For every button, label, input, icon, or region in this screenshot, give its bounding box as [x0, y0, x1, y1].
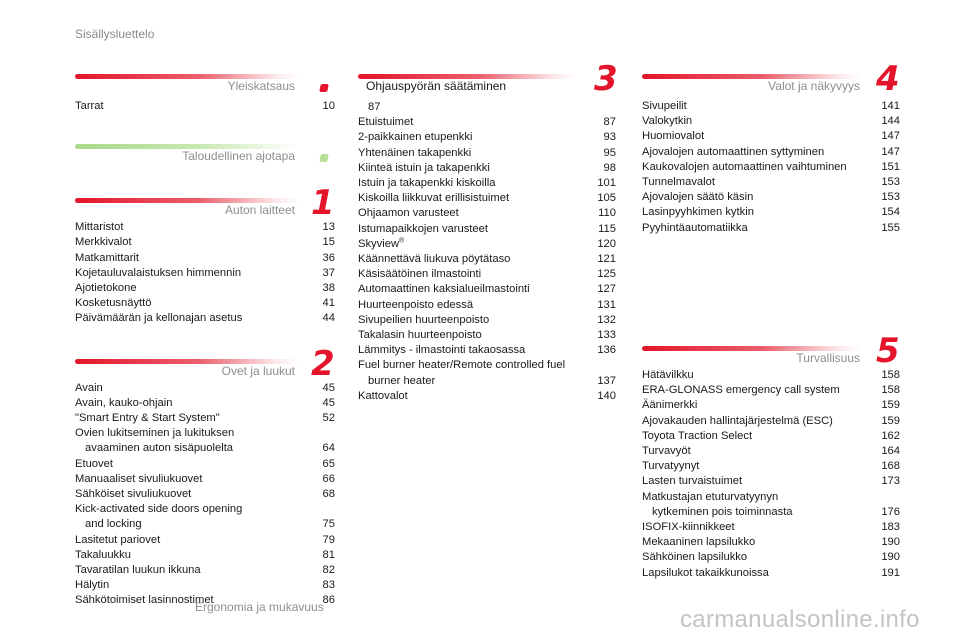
entry-page-number: 121: [597, 253, 616, 266]
section-number: 4: [876, 59, 900, 99]
list-ergonomia: [358, 115, 616, 404]
entry-page-number: 64: [322, 442, 335, 455]
entry-page-number: 127: [597, 283, 616, 296]
entry-text: Mittaristot: [75, 221, 124, 234]
entry-text: Sähkötoimiset lasinnostimet: [75, 594, 214, 607]
toc-entry[interactable]: [358, 115, 616, 130]
entry-text: Kiinteä istuin ja takapenkki: [358, 161, 490, 174]
entry-text-continued: burner heater: [368, 374, 436, 387]
toc-entry[interactable]: [75, 235, 335, 250]
entry-text: Hätävilkku: [642, 369, 694, 381]
column-2: [358, 59, 618, 404]
entry-text: Manuaaliset sivuliukuovet: [75, 472, 203, 485]
toc-entry[interactable]: [642, 145, 900, 160]
toc-entry[interactable]: [75, 311, 335, 326]
entry-page-number: 191: [881, 566, 900, 579]
entry-page-number: 183: [881, 521, 900, 534]
entry-text: Matkamittarit: [75, 251, 140, 264]
toc-entry[interactable]: [75, 411, 335, 426]
toc-entry[interactable]: [358, 252, 616, 267]
list-turvallisuus: [642, 368, 900, 581]
entry-text: Lämmitys - ilmastointi takaosassa: [358, 344, 526, 357]
entry-text: Kaukovalojen automaattinen vaihtuminen: [642, 160, 847, 173]
entry-page-number: 144: [881, 115, 900, 128]
toc-entry[interactable]: [75, 472, 335, 487]
toc-entry[interactable]: [642, 129, 900, 144]
toc-entry[interactable]: [75, 99, 335, 114]
entry-text: Käännettävä liukuva pöytätaso: [358, 253, 511, 266]
entry-text: Huurteenpoisto edessä: [358, 298, 474, 311]
column-3: [642, 59, 900, 236]
section-header-auton[interactable]: [75, 183, 335, 224]
section-number: 2: [311, 343, 335, 384]
entry-text: Takalasin huurteenpoisto: [358, 329, 482, 342]
entry-page-number: 15: [322, 236, 335, 249]
toc-entry[interactable]: [75, 548, 335, 563]
toc-entry[interactable]: [75, 533, 335, 548]
entry-page-number: 95: [603, 146, 616, 159]
entry-page-number: 159: [881, 399, 900, 412]
entry-text: ISOFIX-kiinnikkeet: [642, 521, 735, 534]
entry-page-number: 155: [881, 221, 900, 234]
entry-text: Pyyhintäautomatiikka: [642, 221, 748, 234]
entry-text: Automaattinen kaksialueilmastointi: [358, 283, 530, 296]
entry-page-number: 137: [597, 374, 616, 387]
section-header-valot[interactable]: [642, 59, 900, 99]
section-title: Auton laitteet: [224, 203, 295, 218]
entry-text: Ajovalojen säätö käsin: [642, 191, 754, 204]
entry-page-number: 83: [322, 579, 335, 592]
entry-text: Kojetauluvalaistuksen himmennin: [75, 266, 242, 279]
entry-page-number: 52: [322, 412, 335, 425]
entry-text: Päivämäärän ja kellonajan asetus: [75, 312, 243, 325]
toc-entry[interactable]: [642, 429, 900, 444]
section-header-yleiskatsaus[interactable]: [75, 66, 335, 92]
entry-page-number: 81: [322, 548, 335, 561]
toc-entry[interactable]: [75, 563, 335, 578]
entry-text: Lasitetut pariovet: [75, 533, 161, 546]
entry-page-number: 120: [597, 237, 616, 250]
entry-text: Sivupeilit: [642, 100, 687, 112]
entry-page-number: 68: [322, 488, 335, 501]
entry-page-number: 158: [881, 369, 900, 381]
toc-entry[interactable]: [358, 222, 616, 237]
entry-page-number: 38: [322, 282, 335, 295]
entry-text: Skyview: [358, 237, 400, 250]
toc-entry[interactable]: [75, 251, 335, 266]
entry-page-number: 153: [881, 176, 900, 189]
toc-entry[interactable]: [75, 487, 335, 502]
entry-text: Tunnelmavalot: [642, 176, 715, 189]
toc-entry[interactable]: [358, 176, 616, 191]
entry-page-number: 168: [881, 460, 900, 473]
entry-text: Fuel burner heater/Remote controlled fuel: [358, 359, 566, 372]
toc-entry[interactable]: [642, 175, 900, 190]
entry-text: Ajotietokone: [75, 282, 137, 295]
toc-entry[interactable]: [358, 191, 616, 206]
section-number: 5: [876, 331, 900, 371]
entry-text: Avain, kauko-ohjain: [75, 396, 173, 409]
entry-text-continued: avaaminen auton sisäpuolelta: [85, 442, 234, 455]
toc-entry[interactable]: [358, 206, 616, 221]
entry-text: Ajovakauden hallintajärjestelmä (ESC): [642, 414, 833, 427]
list-ovet: [75, 381, 335, 609]
entry-page-number: 147: [881, 130, 900, 143]
section-header-ovet[interactable]: [75, 343, 335, 384]
column-1: [75, 66, 335, 609]
toc-entry[interactable]: [642, 114, 900, 129]
entry-page-number: 66: [322, 472, 335, 485]
section-title: Turvallisuus: [796, 351, 860, 365]
toc-entry[interactable]: [75, 381, 335, 396]
section-header-taloudellinen[interactable]: [75, 136, 335, 162]
entry-text: Takaluukku: [75, 548, 131, 561]
entry-text: Turvavyöt: [642, 445, 691, 458]
entry-page-number: 154: [881, 206, 900, 219]
entry-page-number: 82: [322, 564, 335, 577]
toc-entry[interactable]: [75, 426, 335, 456]
entry-text: Huomiovalot: [642, 130, 705, 143]
entry-text: Kiskoilla liikkuvat erillisistuimet: [358, 192, 510, 205]
toc-entry[interactable]: [75, 457, 335, 472]
entry-text: Sivupeilien huurteenpoisto: [358, 313, 490, 326]
toc-entry[interactable]: [358, 282, 616, 297]
entry-page-number: 159: [881, 414, 900, 427]
entry-page-number: 141: [881, 100, 900, 112]
column-3-lower: [642, 331, 900, 581]
entry-text: Käsisäätöinen ilmastointi: [358, 268, 482, 281]
toc-entry[interactable]: [642, 459, 900, 474]
toc-entry[interactable]: [358, 130, 616, 145]
entry-text: Valokytkin: [642, 115, 693, 128]
section-header-ergonomia[interactable]: [358, 59, 618, 99]
toc-entry[interactable]: [75, 502, 335, 532]
entry-text: Lasinpyyhkimen kytkin: [642, 206, 754, 219]
entry-page-number: 153: [881, 191, 900, 204]
entry-text: ERA-GLONASS emergency call system: [642, 384, 840, 397]
toc-entry[interactable]: [358, 146, 616, 161]
section-number: 1: [311, 183, 335, 224]
entry-page-number: 44: [322, 312, 335, 325]
toc-entry[interactable]: [358, 343, 616, 358]
toc-entry[interactable]: [642, 566, 900, 581]
toc-entry[interactable]: [642, 160, 900, 175]
entry-page-number: 151: [881, 160, 900, 173]
toc-entry[interactable]: [642, 190, 900, 205]
entry-page-number: 131: [597, 298, 616, 311]
section-title: Valot ja näkyvyys: [768, 79, 860, 93]
entry-text: Kick-activated side doors opening: [75, 503, 243, 516]
entry-page-number: 87: [603, 116, 616, 129]
toc-entry[interactable]: [358, 267, 616, 282]
toc-entry[interactable]: [642, 414, 900, 429]
entry-text: Matkustajan etuturvatyynyn: [642, 490, 779, 503]
entry-page-number: 140: [597, 389, 616, 402]
entry-page-number: 79: [322, 533, 335, 546]
toc-entry[interactable]: [642, 221, 900, 236]
entry-text: Merkkivalot: [75, 236, 132, 249]
list-yleiskatsaus: [75, 99, 335, 114]
entry-page-number: 176: [881, 505, 900, 518]
leaf-marker-icon: [319, 154, 329, 162]
entry-text: Lasten turvaistuimet: [642, 475, 743, 488]
section-title: Yleiskatsaus: [227, 79, 295, 93]
entry-text: Avain: [75, 381, 103, 394]
entry-text: Yhtenäinen takapenkki: [358, 146, 472, 159]
first-item-page: 87: [368, 101, 381, 113]
toc-entry[interactable]: [75, 281, 335, 296]
list-auton: [75, 220, 335, 326]
entry-text: Etuistuimet: [358, 116, 414, 129]
first-item-text: Ohjauspyörän säätäminen: [366, 79, 507, 93]
entry-text: Sähköinen lapsilukko: [642, 551, 748, 564]
entry-page-number: 190: [881, 551, 900, 564]
toc-entry[interactable]: [358, 358, 616, 388]
entry-page-number: 75: [322, 518, 335, 531]
entry-page-number: 98: [603, 161, 616, 174]
entry-page-number: 45: [322, 396, 335, 409]
section-title: Ovet ja luukut: [221, 363, 295, 378]
entry-text: Lapsilukot takaikkunoissa: [642, 566, 769, 579]
entry-page-number: 13: [322, 221, 335, 234]
entry-page-number: 190: [881, 536, 900, 549]
section-title-ergonomia[interactable]: Ergonomia ja mukavuus: [195, 600, 324, 614]
page-title: Sisällysluettelo: [75, 27, 155, 41]
section-header-turvallisuus[interactable]: [642, 331, 900, 371]
entry-text: Istumapaikkojen varusteet: [358, 222, 488, 235]
entry-text: Ajovalojen automaattinen syttyminen: [642, 145, 825, 158]
entry-page-number: 65: [322, 457, 335, 470]
entry-page-number: 36: [322, 251, 335, 264]
toc-entry[interactable]: [75, 296, 335, 311]
toc-entry[interactable]: [642, 550, 900, 565]
toc-entry[interactable]: [75, 578, 335, 593]
entry-text: Kosketusnäyttö: [75, 297, 152, 310]
entry-page-number: 173: [881, 475, 900, 488]
section-marker-icon: [319, 84, 329, 92]
toc-entry[interactable]: [642, 535, 900, 550]
toc-entry[interactable]: [642, 520, 900, 535]
entry-page-number: 136: [597, 344, 616, 357]
entry-text: 2-paikkainen etupenkki: [358, 131, 473, 144]
entry-text: Kattovalot: [358, 389, 408, 402]
toc-entry[interactable]: [358, 313, 616, 328]
toc-entry[interactable]: [75, 220, 335, 235]
entry-text: Ovien lukitseminen ja lukituksen: [75, 427, 235, 440]
entry-page-number: 105: [597, 192, 616, 205]
toc-entry[interactable]: [642, 490, 900, 520]
entry-page-number: 37: [322, 266, 335, 279]
entry-text: Turvatyynyt: [642, 460, 700, 473]
section-number: 3: [594, 59, 618, 99]
toc-entry[interactable]: [642, 398, 900, 413]
entry-text: Sähköiset sivuliukuovet: [75, 488, 192, 501]
toc-entry[interactable]: [358, 298, 616, 313]
entry-page-number: 115: [598, 222, 616, 235]
entry-text: Hälytin: [75, 579, 110, 592]
entry-page-number: 162: [881, 429, 900, 442]
entry-page-number: 86: [322, 594, 335, 607]
entry-page-number: 158: [881, 384, 900, 397]
entry-text: Toyota Traction Select: [642, 429, 753, 442]
entry-page-number: 41: [322, 297, 335, 310]
entry-text: Etuovet: [75, 457, 113, 470]
entry-page-number: 10: [322, 100, 335, 112]
entry-page-number: 101: [597, 177, 616, 190]
list-valot: [642, 99, 900, 236]
entry-page-number: 133: [597, 329, 616, 342]
toc-entry[interactable]: [642, 474, 900, 489]
entry-text: Istuin ja takapenkki kiskoilla: [358, 177, 496, 190]
entry-text: "Smart Entry & Start System": [75, 412, 220, 425]
toc-entry[interactable]: [642, 383, 900, 398]
entry-text: Tavaratilan luukun ikkuna: [75, 564, 201, 577]
entry-text: Äänimerkki: [642, 399, 698, 412]
watermark: carmanualsonline.info: [680, 606, 920, 633]
toc-entry[interactable]: [358, 328, 616, 343]
entry-page-number: 93: [603, 131, 616, 144]
entry-superscript: ®: [399, 237, 405, 245]
entry-text-continued: and locking: [85, 518, 142, 531]
toc-entry[interactable]: [75, 266, 335, 281]
toc-entry[interactable]: [358, 389, 616, 404]
toc-entry[interactable]: [642, 444, 900, 459]
entry-text: Mekaaninen lapsilukko: [642, 536, 756, 549]
section-title: Taloudellinen ajotapa: [182, 149, 295, 164]
toc-entry[interactable]: [642, 368, 900, 383]
entry-page-number: 125: [597, 268, 616, 281]
entry-page-number: 132: [597, 313, 616, 326]
entry-page-number: 45: [322, 381, 335, 394]
entry-page-number: 164: [881, 445, 900, 458]
toc-entry[interactable]: [75, 396, 335, 411]
entry-page-number: 147: [881, 145, 900, 158]
toc-entry[interactable]: [358, 237, 616, 252]
toc-entry[interactable]: [358, 161, 616, 176]
toc-entry[interactable]: [642, 99, 900, 114]
entry-text: Ohjaamon varusteet: [358, 207, 459, 220]
entry-text: Tarrat: [75, 100, 104, 112]
entry-text-continued: kytkeminen pois toiminnasta: [652, 505, 793, 518]
entry-page-number: 110: [598, 207, 616, 220]
toc-entry[interactable]: [642, 205, 900, 220]
